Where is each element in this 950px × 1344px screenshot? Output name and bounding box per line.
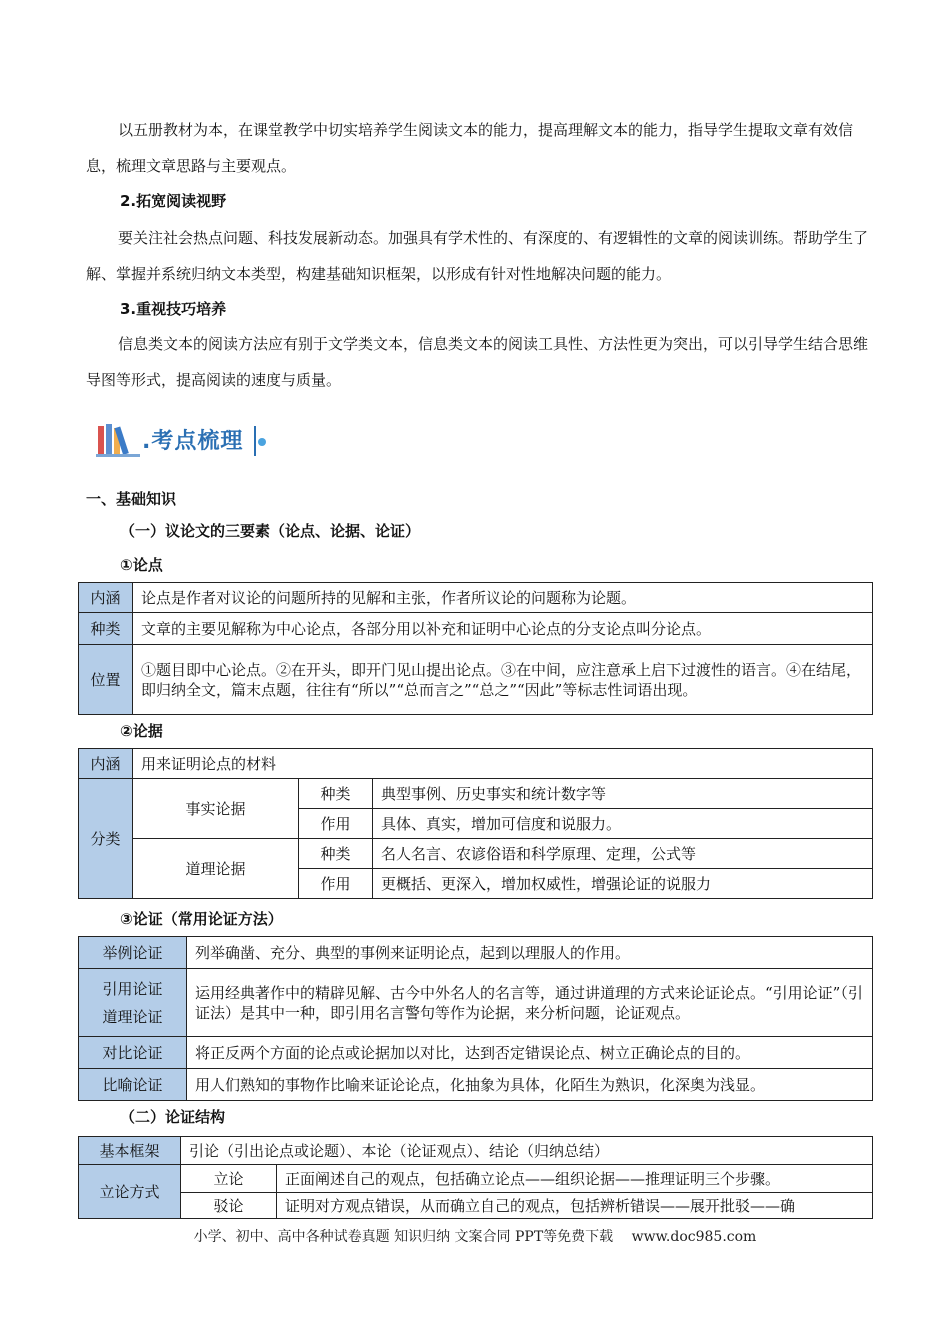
- lunzheng-table: [78, 936, 873, 1101]
- subsection-three-elements: （一）议论文的三要素（论点、论据、论证）: [120, 522, 421, 540]
- cell-label: 立论: [181, 1165, 277, 1193]
- row-label: 种类: [79, 613, 133, 645]
- reason-evidence-label: 道理论据: [133, 839, 299, 899]
- table-row: [79, 1193, 873, 1219]
- cell-text: 具体、真实，增加可信度和说服力。: [373, 809, 873, 839]
- row-label: 对比论证: [79, 1037, 187, 1069]
- cell-text: 典型事例、历史事实和统计数字等: [373, 779, 873, 809]
- intro-paragraph-2: 要关注社会热点问题、科技发展新动态。加强具有学术性的、有深度的、有逻辑性的文章的阅读训练。帮助学生了解、掌握并系统归纳文本类型，构建基础知识框架，以形成有针对性地解决问题的能力。: [86, 229, 869, 283]
- row-text: 论点是作者对议论的问题所持的见解和主张，作者所议论的问题称为论题。: [133, 583, 873, 613]
- row-text: 列举确凿、充分、典型的事例来证明论点，起到以理服人的作用。: [187, 937, 873, 969]
- cell-label: 种类: [299, 839, 373, 869]
- lunju-table: [78, 748, 873, 899]
- cell-text: 更概括、更深入，增加权威性，增强论证的说服力: [373, 869, 873, 899]
- row-text: 运用经典著作中的精辟见解、古今中外名人的名言等，通过讲道理的方式来论证论点。“引用论证”（引证法）是其中一种，即引用名言警句等作为论据，来分析问题，论证观点。: [187, 969, 873, 1037]
- heading-skill-training: 3.重视技巧培养: [120, 300, 227, 318]
- books-icon: [96, 420, 142, 460]
- page-footer: 小学、初中、高中各种试卷真题 知识归纳 文案合同 PPT等免费下载 www.doc985.com: [193, 1229, 757, 1245]
- banner-title: .考点梳理: [142, 429, 244, 454]
- table-row: [79, 1037, 873, 1069]
- heading-lunju: ②论据: [120, 722, 163, 740]
- row-text: 用来证明论点的材料: [133, 749, 873, 779]
- row-label: 位置: [79, 645, 133, 715]
- table-row: [79, 749, 873, 779]
- row-label: 举例论证: [79, 937, 187, 969]
- row-label: 内涵: [79, 583, 133, 613]
- row-text: 将正反两个方面的论点或论据加以对比，达到否定错误论点、树立正确论点的目的。: [187, 1037, 873, 1069]
- intro-paragraph-1: 以五册教材为本，在课堂教学中切实培养学生阅读文本的能力，提高理解文本的能力，指导学生提取文章有效信息，梳理文章思路与主要观点。: [86, 121, 854, 175]
- table-row: [79, 613, 873, 645]
- structure-table: [78, 1136, 873, 1219]
- row-text: 文章的主要见解称为中心论点，各部分用以补充和证明中心论点的分支论点叫分论点。: [133, 613, 873, 645]
- table-row: [79, 645, 873, 715]
- banner-dot-icon: [254, 420, 266, 460]
- cell-text: 名人名言、农谚俗语和科学原理、定理，公式等: [373, 839, 873, 869]
- table-row: [79, 779, 873, 809]
- row-label: 内涵: [79, 749, 133, 779]
- table-row: [79, 1069, 873, 1101]
- cell-label: 作用: [299, 869, 373, 899]
- cell-label: 种类: [299, 779, 373, 809]
- label-line-1: 引用论证: [102, 979, 163, 998]
- row-label: 分类: [79, 779, 133, 899]
- table-row: [79, 583, 873, 613]
- section-basic-knowledge: 一、基础知识: [86, 490, 177, 508]
- row-text: 用人们熟知的事物作比喻来证论论点，化抽象为具体，化陌生为熟识，化深奥为浅显。: [187, 1069, 873, 1101]
- label-line-2: 道理论证: [102, 1007, 163, 1026]
- cell-label: 作用: [299, 809, 373, 839]
- table-row: [79, 937, 873, 969]
- fact-evidence-label: 事实论据: [133, 779, 299, 839]
- row-label: 立论方式: [79, 1165, 181, 1219]
- section-banner: [96, 420, 271, 460]
- cell-text: 正面阐述自己的观点，包括确立论点——组织论据——推理证明三个步骤。: [277, 1165, 873, 1193]
- lundian-table: [78, 582, 873, 715]
- row-text: 引论（引出论点或论题）、本论（论证观点）、结论（归纳总结）: [181, 1137, 873, 1165]
- cell-label: 驳论: [181, 1193, 277, 1219]
- row-text: ①题目即中心论点。②在开头，即开门见山提出论点。③在中间，应注意承上启下过渡性的语言。④在结尾，即归纳全文，篇末点题，往往有“所以”“总而言之”“总之”“因此”等标志性词语出现。: [133, 645, 873, 715]
- row-label: 比喻论证: [79, 1069, 187, 1101]
- table-row: [79, 1165, 873, 1193]
- intro-paragraph-3: 信息类文本的阅读方法应有别于文学类文本，信息类文本的阅读工具性、方法性更为突出，可以引导学生结合思维导图等形式，提高阅读的速度与质量。: [86, 335, 869, 389]
- table-row: [79, 969, 873, 1037]
- table-row: [79, 1137, 873, 1165]
- table-row: [79, 839, 873, 869]
- row-label: 基本框架: [79, 1137, 181, 1165]
- heading-lunzheng: ③论证（常用论证方法）: [120, 910, 283, 928]
- cell-text: 证明对方观点错误，从而确立自己的观点，包括辨析错误——展开批驳——确: [277, 1193, 873, 1219]
- heading-broaden-reading: 2.拓宽阅读视野: [120, 192, 227, 210]
- heading-lundian: ①论点: [120, 556, 163, 574]
- subsection-argument-structure: （二）论证结构: [120, 1108, 226, 1126]
- row-label: [79, 969, 187, 1037]
